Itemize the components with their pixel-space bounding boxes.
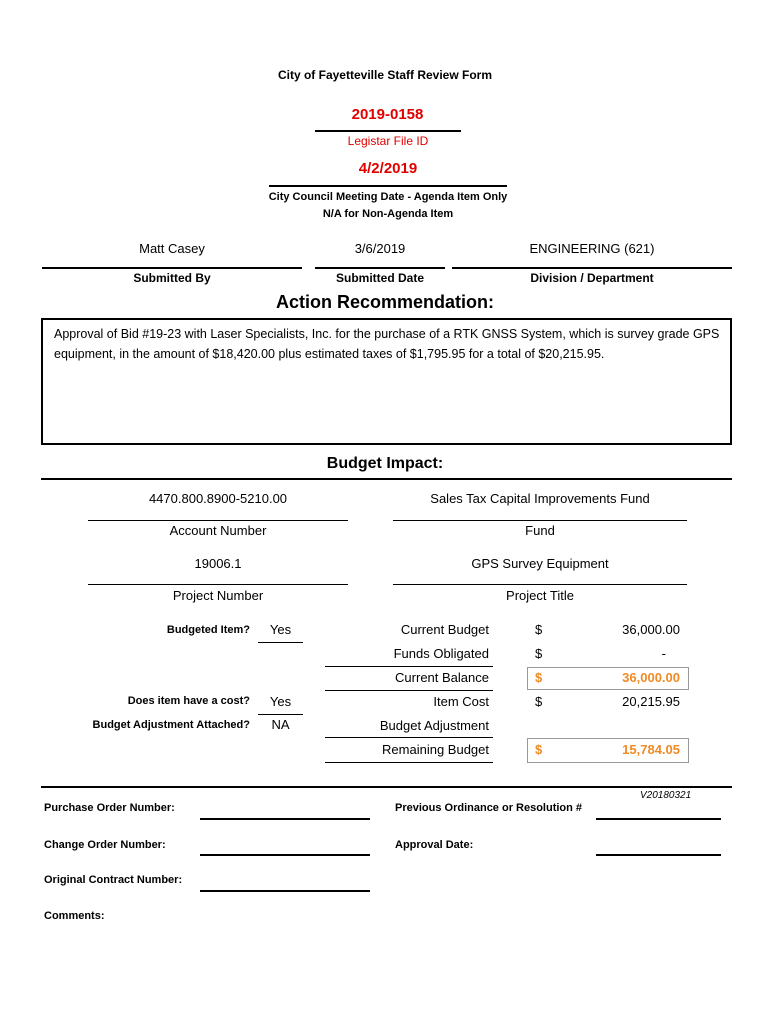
po-number-label: Purchase Order Number:	[44, 802, 175, 814]
meeting-date-note: N/A for Non-Agenda Item	[322, 208, 454, 220]
division-label: Division / Department	[530, 271, 654, 285]
currency-symbol: $	[535, 646, 543, 661]
divider	[258, 714, 303, 715]
form-title: City of Fayetteville Staff Review Form	[277, 68, 493, 82]
current-balance-value: 36,000.00	[622, 670, 680, 685]
original-contract-line	[200, 890, 370, 892]
divider	[325, 762, 493, 763]
version-label: V20180321	[640, 790, 692, 801]
project-title-label: Project Title	[506, 588, 574, 603]
currency-symbol: $	[535, 694, 543, 709]
budget-heading: Budget Impact:	[326, 455, 444, 472]
submitted-date-label: Submitted Date	[335, 271, 424, 285]
current-budget-label: Current Budget	[400, 622, 489, 637]
remaining-budget-label: Remaining Budget	[382, 742, 489, 757]
divider	[325, 737, 493, 738]
budgeted-item-value: Yes	[269, 622, 292, 637]
prev-ordinance-label: Previous Ordinance or Resolution #	[395, 802, 583, 814]
divider	[452, 267, 732, 269]
submitted-by-label: Submitted By	[133, 271, 211, 285]
budgeted-item-label: Budgeted Item?	[166, 624, 250, 636]
action-box	[41, 318, 732, 445]
change-order-label: Change Order Number:	[44, 839, 166, 851]
funds-obligated-value: -	[661, 646, 666, 661]
submitted-by-value: Matt Casey	[139, 241, 205, 256]
project-title-value: GPS Survey Equipment	[471, 556, 609, 571]
project-number-value: 19006.1	[194, 556, 242, 571]
budget-adjustment-label: Budget Adjustment	[379, 718, 489, 733]
currency-symbol: $	[535, 742, 543, 757]
divider	[88, 584, 348, 585]
submitted-date-value: 3/6/2019	[354, 241, 406, 256]
meeting-date: 4/2/2019	[358, 160, 418, 177]
current-budget-value: 36,000.00	[622, 622, 680, 637]
fund-value: Sales Tax Capital Improvements Fund	[430, 491, 650, 506]
approval-date-line	[596, 854, 721, 856]
po-number-line	[200, 818, 370, 820]
prev-ordinance-line	[596, 818, 721, 820]
divider	[325, 690, 493, 691]
divider	[393, 520, 687, 521]
original-contract-label: Original Contract Number:	[44, 874, 183, 886]
divider	[269, 185, 507, 187]
divider	[315, 130, 461, 132]
legistar-file-id-label: Legistar File ID	[347, 134, 429, 148]
change-order-line	[200, 854, 370, 856]
divider	[325, 666, 493, 667]
divider	[42, 267, 302, 269]
action-text: Approval of Bid #19-23 with Laser Specialists, Inc. for the purchase of a RTK GNSS System, which is survey grade GPS equipment, in the amount of $18,420.00 plus estimated taxes of $1,795.95 for a total of $20,215.95.	[54, 327, 720, 361]
has-cost-label: Does item have a cost?	[127, 695, 250, 707]
divider	[41, 786, 732, 788]
account-number-value: 4470.800.8900-5210.00	[148, 491, 288, 506]
division-value: ENGINEERING (621)	[529, 241, 655, 256]
currency-symbol: $	[535, 622, 543, 637]
meeting-date-label: City Council Meeting Date - Agenda Item Only	[268, 191, 508, 203]
current-balance-label: Current Balance	[395, 670, 489, 685]
fund-label: Fund	[525, 523, 555, 538]
approval-date-label: Approval Date:	[395, 839, 474, 851]
comments-label: Comments:	[44, 910, 105, 922]
legistar-file-id: 2019-0158	[351, 106, 424, 123]
divider	[315, 267, 445, 269]
divider	[88, 520, 348, 521]
divider	[393, 584, 687, 585]
funds-obligated-label: Funds Obligated	[393, 646, 489, 661]
item-cost-value: 20,215.95	[622, 694, 680, 709]
adjustment-attached-label: Budget Adjustment Attached?	[92, 719, 250, 731]
divider	[41, 478, 732, 480]
currency-symbol: $	[535, 670, 543, 685]
has-cost-value: Yes	[269, 694, 292, 709]
action-heading: Action Recommendation:	[275, 292, 494, 312]
adjustment-attached-value: NA	[271, 717, 290, 732]
account-number-label: Account Number	[169, 523, 267, 538]
divider	[258, 642, 303, 643]
remaining-budget-value: 15,784.05	[622, 742, 680, 757]
project-number-label: Project Number	[172, 588, 264, 603]
item-cost-label: Item Cost	[433, 694, 489, 709]
